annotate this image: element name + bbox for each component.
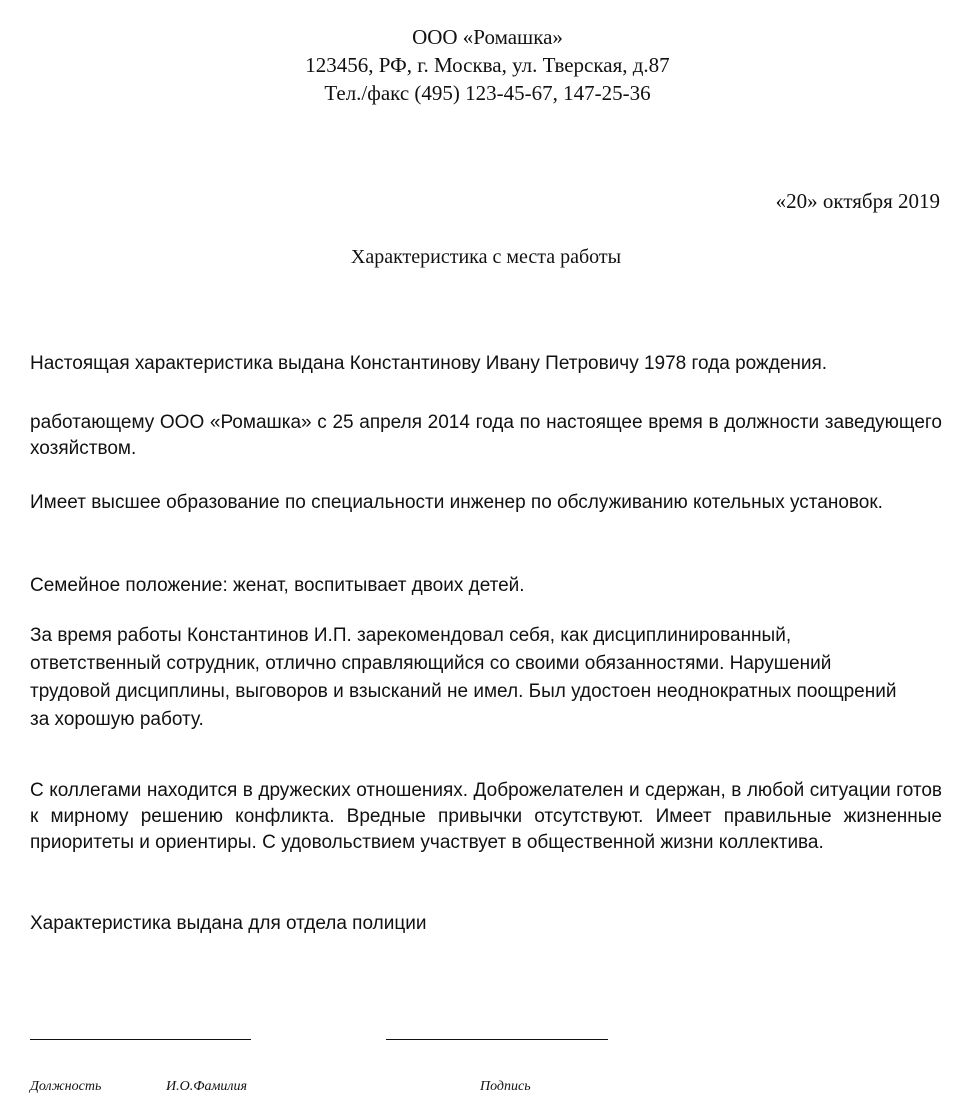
company-phone: Тел./факс (495) 123-45-67, 147-25-36 bbox=[324, 81, 651, 105]
paragraph-purpose: Характеристика выдана для отдела полиции bbox=[30, 913, 427, 934]
paragraph-relations: С коллегами находится в дружеских отношениях. Доброжелателен и сдержан, в любой ситуации готов к мирному решению конфликта. Вредные привычки отсутствуют. Имеет правильные жизненные приоритеты и ориентиры. С удовольствием участвует в общественной жизни коллектива. bbox=[30, 780, 942, 853]
company-name: ООО «Ромашка» bbox=[412, 25, 563, 49]
paragraph-education: Имеет высшее образование по специальности инженер по обслуживанию котельных установок. bbox=[30, 492, 883, 513]
paragraph-intro: Настоящая характеристика выдана Константинову Ивану Петровичу 1978 года рождения. bbox=[30, 353, 828, 374]
paragraph-work-record: За время работы Константинов И.П. зарекомендовал себя, как дисциплинированный, ответственный сотрудник, отлично справляющийся со своими обязанностями. Нарушений трудовой дисциплины, выговоров и взысканий не имел. Был удостоен неоднократных поощрений за хорошую работу. bbox=[30, 625, 897, 730]
document-title: Характеристика с места работы bbox=[350, 246, 622, 268]
name-label: И.О.Фамилия bbox=[166, 1079, 248, 1094]
position-signature-line bbox=[30, 1039, 251, 1040]
signature-label: Подпись bbox=[480, 1079, 531, 1094]
company-address: 123456, РФ, г. Москва, ул. Тверская, д.87 bbox=[305, 53, 670, 77]
position-label: Должность bbox=[30, 1079, 102, 1094]
paragraph-family: Семейное положение: женат, воспитывает двоих детей. bbox=[30, 575, 525, 596]
document-date: «20» октября 2019 bbox=[775, 189, 940, 213]
signature-line bbox=[386, 1039, 608, 1040]
paragraph-employment: работающему ООО «Ромашка» с 25 апреля 2014 года по настоящее время в должности заведующего хозяйством. bbox=[30, 412, 942, 459]
